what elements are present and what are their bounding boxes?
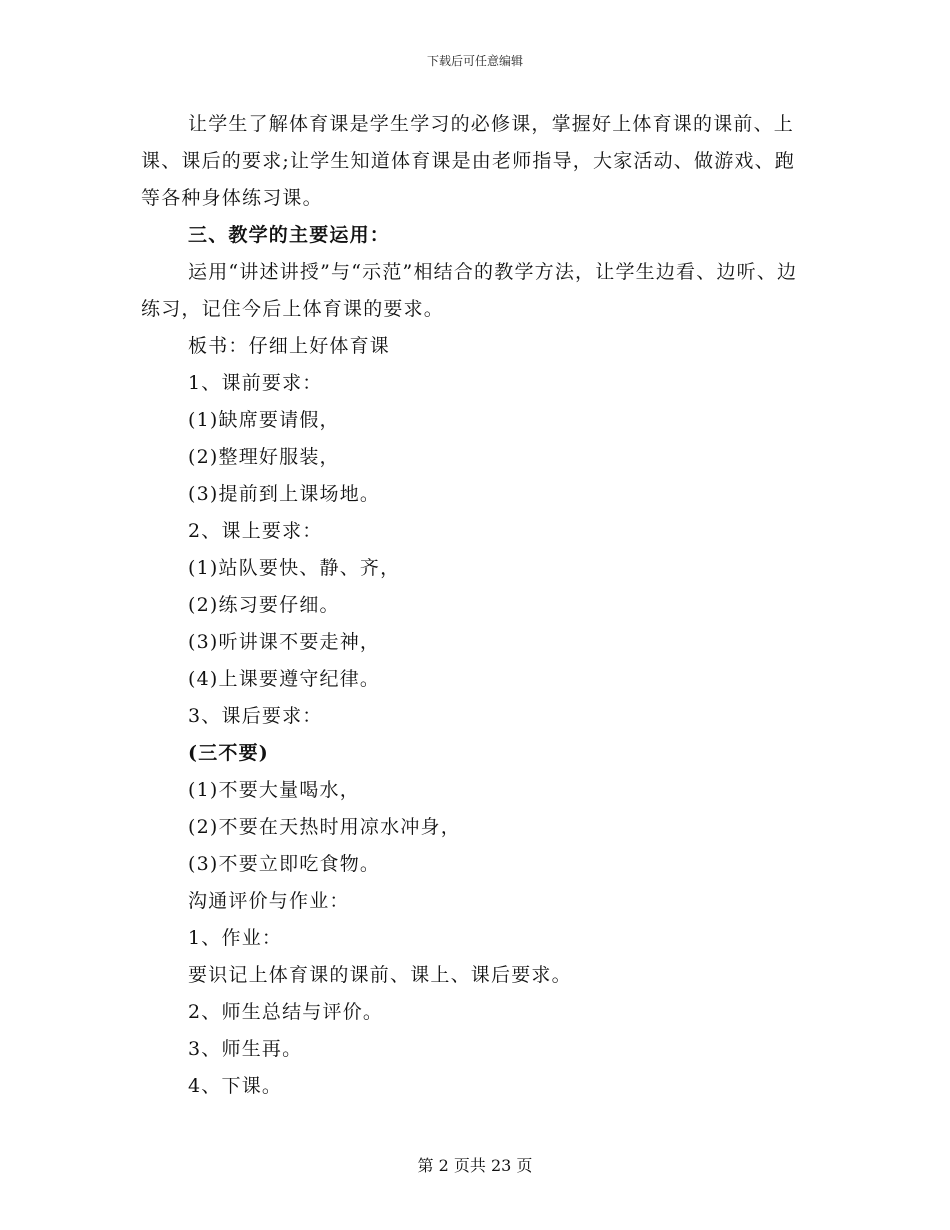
list-item: (1)站队要快、静、齐， <box>188 557 401 579</box>
list-item: 2、师生总结与评价。 <box>188 1001 384 1023</box>
list-heading-before-class: 1、课前要求： <box>188 372 323 394</box>
list-item: (1)不要大量喝水， <box>188 779 360 801</box>
paragraph-evaluation: 沟通评价与作业： <box>188 890 350 912</box>
list-item: (2)整理好服装， <box>188 446 340 468</box>
paragraph-homework: 要识记上体育课的课前、课上、课后要求。 <box>188 964 572 986</box>
page-footer: 第 2 页共 23 页 <box>417 1156 533 1175</box>
list-item: (3)提前到上课场地。 <box>188 483 381 505</box>
list-heading-after-class: 3、课后要求： <box>188 705 323 727</box>
subheading-three-donts: (三不要) <box>188 742 269 764</box>
list-heading-in-class: 2、课上要求： <box>188 520 323 542</box>
list-item: (4)上课要遵守纪律。 <box>188 668 381 690</box>
document-body <box>141 106 813 1105</box>
list-item: 1、作业： <box>188 927 283 949</box>
paragraph-intro: 让学生了解体育课是学生学习的必修课，掌握好上体育课的课前、上课、课后的要求;让学生知道体育课是由老师指导，大家活动、做游戏、跑等各种身体练习课。 <box>141 113 796 209</box>
list-item: (3)不要立即吃食物。 <box>188 853 381 875</box>
page-header: 下载后可任意编辑 <box>426 54 523 68</box>
list-item: 3、师生再。 <box>188 1038 303 1060</box>
list-item: (2)不要在天热时用凉水冲身， <box>188 816 461 838</box>
paragraph-blackboard: 板书：仔细上好体育课 <box>188 335 391 357</box>
list-item: (1)缺席要请假， <box>188 409 340 431</box>
section-heading-teaching-methods: 三、教学的主要运用： <box>188 224 391 246</box>
list-item: (3)听讲课不要走神， <box>188 631 381 653</box>
list-item: 4、下课。 <box>188 1075 283 1097</box>
paragraph-method: 运用“讲述讲授”与“示范”相结合的教学方法，让学生边看、边听、边练习，记住今后上体育课的要求。 <box>141 261 798 320</box>
list-item: (2)练习要仔细。 <box>188 594 340 616</box>
